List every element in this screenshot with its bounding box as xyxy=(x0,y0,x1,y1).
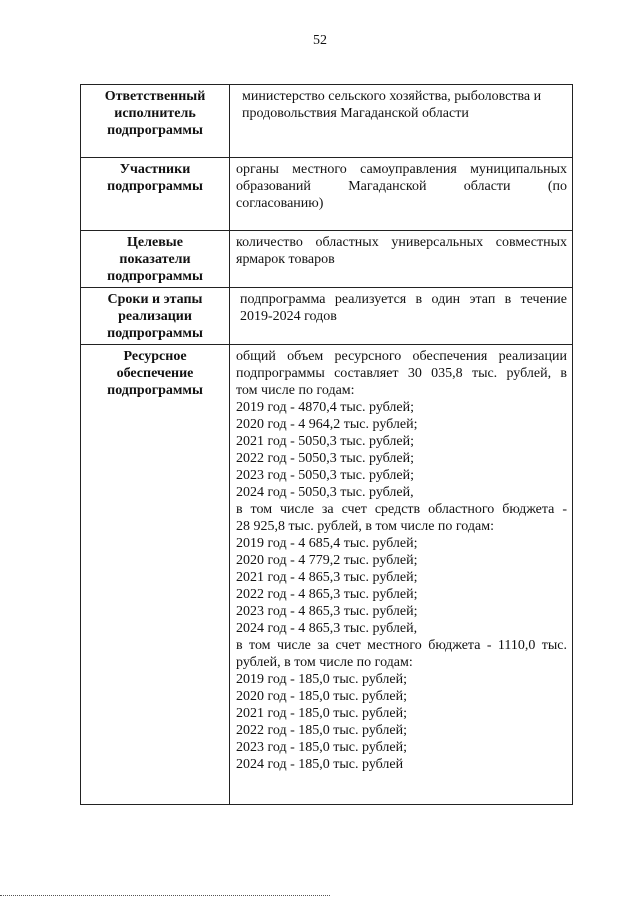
value-line: том числе по годам: xyxy=(236,383,355,398)
row-target-indicators xyxy=(81,231,573,288)
value-line: согласованию) xyxy=(236,196,324,211)
value-line: подпрограмма реализуется в один этап в течение xyxy=(240,292,567,307)
label-line: подпрограммы xyxy=(107,123,203,138)
total-by-year-list xyxy=(236,399,567,501)
year-amount: 2023 год - 185,0 тыс. рублей; xyxy=(236,740,408,755)
year-amount: 2020 год - 4 964,2 тыс. рублей; xyxy=(236,417,418,432)
year-amount: 2020 год - 185,0 тыс. рублей; xyxy=(236,689,408,704)
year-amount: 2021 год - 4 865,3 тыс. рублей; xyxy=(236,570,418,585)
value-line: образований Магаданской области (по xyxy=(236,179,567,194)
page-number: 52 xyxy=(313,33,327,48)
year-amount: 2019 год - 185,0 тыс. рублей; xyxy=(236,672,408,687)
value-target-indicators xyxy=(230,231,573,288)
year-amount: 2021 год - 5050,3 тыс. рублей; xyxy=(236,434,415,449)
year-amount: 2019 год - 4870,4 тыс. рублей; xyxy=(236,400,415,415)
label-line: подпрограммы xyxy=(107,326,203,341)
year-amount: 2024 год - 4 865,3 тыс. рублей, xyxy=(236,621,418,636)
label-target-indicators xyxy=(81,231,230,288)
label-line: Ресурсное xyxy=(123,349,187,364)
value-line: 28 925,8 тыс. рублей, в том числе по годам: xyxy=(236,519,494,534)
label-line: реализации xyxy=(118,309,192,324)
label-line: Сроки и этапы xyxy=(107,292,203,307)
value-line: общий объем ресурсного обеспечения реализации xyxy=(236,349,567,364)
value-line: количество областных универсальных совместных xyxy=(236,235,567,250)
label-line: подпрограммы xyxy=(107,269,203,284)
row-resource-provision xyxy=(81,345,573,805)
label-line: исполнитель xyxy=(114,106,196,121)
local-by-year-list xyxy=(236,671,567,773)
value-timing-stages xyxy=(230,288,573,345)
footer-divider xyxy=(0,895,330,896)
value-line: рублей, в том числе по годам: xyxy=(236,655,413,670)
year-amount: 2022 год - 5050,3 тыс. рублей; xyxy=(236,451,415,466)
label-line: показатели xyxy=(119,252,191,267)
label-participants xyxy=(81,158,230,231)
year-amount: 2020 год - 4 779,2 тыс. рублей; xyxy=(236,553,418,568)
value-line: в том числе за счет местного бюджета - 1110,0 тыс. xyxy=(236,638,567,653)
value-line: в том числе за счет средств областного бюджета - xyxy=(236,502,567,517)
regional-by-year-list xyxy=(236,535,567,637)
value-line: 2019-2024 годов xyxy=(240,309,337,324)
value-line: ярмарок товаров xyxy=(236,252,335,267)
year-amount: 2023 год - 4 865,3 тыс. рублей; xyxy=(236,604,418,619)
row-participants xyxy=(81,158,573,231)
label-responsible-executor xyxy=(81,85,230,158)
year-amount: 2022 год - 4 865,3 тыс. рублей; xyxy=(236,587,418,602)
label-resource-provision xyxy=(81,345,230,805)
value-participants xyxy=(230,158,573,231)
year-amount: 2021 год - 185,0 тыс. рублей; xyxy=(236,706,408,721)
year-amount: 2022 год - 185,0 тыс. рублей; xyxy=(236,723,408,738)
value-text: министерство сельского хозяйства, рыболовства и продовольствия Магаданской области xyxy=(242,89,542,121)
year-amount: 2024 год - 5050,3 тыс. рублей, xyxy=(236,485,414,500)
value-resource-provision xyxy=(230,345,573,805)
value-line: подпрограммы составляет 30 035,8 тыс. рублей, в xyxy=(236,366,567,381)
label-line: обеспечение xyxy=(116,366,194,381)
value-line: органы местного самоуправления муниципальных xyxy=(236,162,567,177)
label-line: подпрограммы xyxy=(107,383,203,398)
row-timing-stages xyxy=(81,288,573,345)
label-line: Ответственный xyxy=(104,89,206,104)
row-responsible-executor xyxy=(81,85,573,158)
label-line: подпрограммы xyxy=(107,179,203,194)
value-responsible-executor xyxy=(230,85,573,158)
year-amount: 2019 год - 4 685,4 тыс. рублей; xyxy=(236,536,418,551)
year-amount: 2024 год - 185,0 тыс. рублей xyxy=(236,757,404,772)
label-timing-stages xyxy=(81,288,230,345)
year-amount: 2023 год - 5050,3 тыс. рублей; xyxy=(236,468,415,483)
subprogram-passport-table xyxy=(80,84,573,805)
label-line: Участники xyxy=(119,162,191,177)
label-line: Целевые xyxy=(127,235,183,250)
